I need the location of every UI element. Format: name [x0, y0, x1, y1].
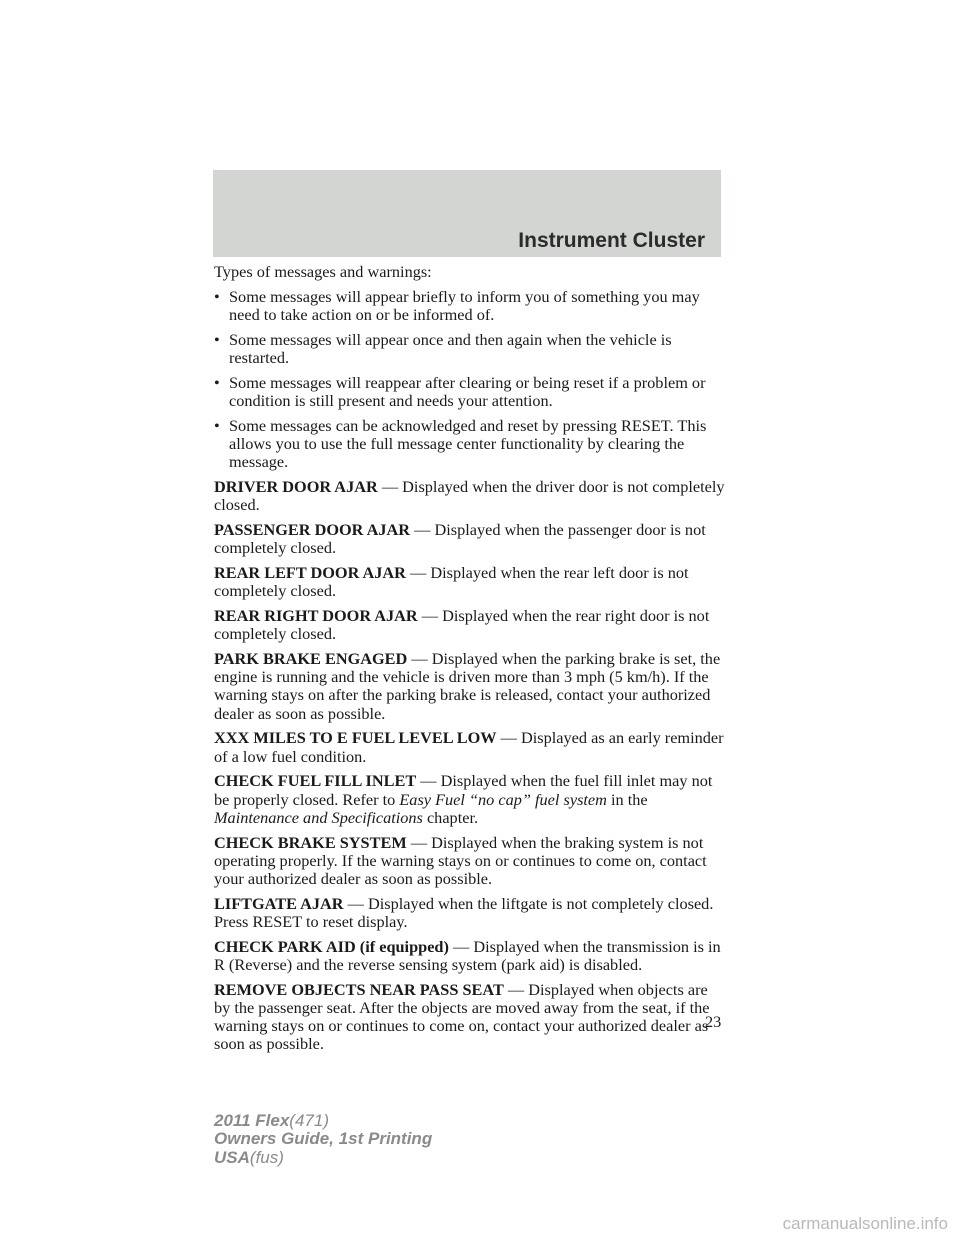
bullet-item: • Some messages can be acknowledged and reset by pressing RESET. This allows you to use the full message center functionality by clearing the message.	[214, 415, 707, 472]
page-content	[214, 263, 726, 1060]
bullet-icon: •	[214, 286, 220, 306]
footer-model-line	[214, 1112, 432, 1130]
section-title: Instrument Cluster	[518, 229, 705, 252]
message-passenger-door-ajar	[214, 521, 726, 557]
section-header-band	[213, 170, 721, 257]
footer-model-code: (471)	[289, 1111, 329, 1130]
message-description: — Displayed as an early reminder of a low fuel condition.	[214, 728, 724, 766]
bullet-list	[214, 288, 726, 472]
message-driver-door-ajar	[214, 478, 726, 514]
message-description: — Displayed when the braking system is not operating properly. If the warning stays on or continues to come on, contact your authorized dealer as soon as possible.	[214, 832, 707, 889]
bullet-item: • Some messages will appear once and then again when the vehicle is restarted.	[214, 329, 672, 367]
message-description: — Displayed when the rear left door is not completely closed.	[214, 563, 689, 601]
message-description: — Displayed when the liftgate is not completely closed. Press RESET to reset display.	[214, 893, 714, 932]
message-term: CHECK FUEL FILL INLET	[214, 771, 417, 791]
page-number: 23	[705, 1012, 722, 1031]
message-term: PARK BRAKE ENGAGED	[214, 649, 408, 668]
message-description-end: chapter.	[422, 807, 479, 827]
message-rear-right-door-ajar	[214, 607, 726, 643]
message-park-brake-engaged	[214, 650, 726, 723]
message-check-park-aid	[214, 938, 726, 974]
message-check-fuel-fill-inlet	[214, 772, 726, 827]
footer-guide-line	[214, 1130, 432, 1148]
message-term: REAR RIGHT DOOR AJAR	[214, 606, 418, 625]
message-term: LIFTGATE AJAR	[214, 893, 344, 913]
message-check-brake-system	[214, 834, 726, 889]
message-fuel-level-low	[214, 729, 726, 765]
message-term: PASSENGER DOOR AJAR	[214, 520, 411, 539]
print-footer	[214, 1112, 432, 1167]
bullet-icon: •	[214, 415, 220, 435]
footer-market-line	[214, 1149, 432, 1167]
message-term: DRIVER DOOR AJAR	[214, 477, 378, 496]
message-term: REAR LEFT DOOR AJAR	[214, 563, 406, 582]
watermark: carmanualsonline.info	[782, 1214, 948, 1233]
message-description-mid: in the	[606, 789, 648, 809]
message-description: — Displayed when the rear right door is not completely closed.	[214, 606, 710, 644]
message-rear-left-door-ajar	[214, 564, 726, 600]
message-liftgate-ajar	[214, 895, 726, 931]
bullet-item: • Some messages will reappear after clearing or being reset if a problem or condition is still present and needs your attention.	[214, 372, 706, 410]
intro-text: Types of messages and warnings:	[214, 262, 432, 281]
cross-reference-chapter: Maintenance and Specifications	[214, 807, 423, 827]
message-remove-objects	[214, 981, 726, 1054]
bullet-icon: •	[214, 372, 220, 392]
message-description: — Displayed when objects are by the passenger seat. After the objects are moved away from the seat, if the warning stays on or continues to come on, contact your authorized dealer as soon as possible.	[214, 979, 710, 1054]
footer-guide: Owners Guide, 1st Printing	[214, 1129, 433, 1149]
message-term: XXX MILES TO E FUEL LEVEL LOW	[214, 728, 497, 748]
message-description: — Displayed when the fuel fill inlet may not be properly closed. Refer to	[214, 771, 713, 809]
footer-model: 2011 Flex	[214, 1111, 290, 1130]
bullet-item: • Some messages will appear briefly to inform you of something you may need to take action on or be informed of.	[214, 286, 700, 324]
footer-market-code: (fus)	[249, 1147, 284, 1167]
message-description: — Displayed when the transmission is in R (Reverse) and the reverse sensing system (park aid) is disabled.	[214, 936, 721, 975]
footer-market: USA	[214, 1147, 250, 1167]
message-description: — Displayed when the parking brake is set, the engine is running and the vehicle is driven more than 3 mph (5 km/h). If the warning stays on after the parking brake is released, contact your authorized dealer as soon as possible.	[214, 649, 721, 723]
message-term: CHECK PARK AID (if equipped)	[214, 936, 449, 956]
cross-reference-easy-fuel: Easy Fuel “no cap” fuel system	[399, 789, 607, 809]
message-description: — Displayed when the driver door is not completely closed.	[214, 477, 725, 515]
message-term: CHECK BRAKE SYSTEM	[214, 832, 407, 852]
bullet-icon: •	[214, 329, 220, 349]
message-description: — Displayed when the passenger door is not completely closed.	[214, 520, 706, 558]
message-term: REMOVE OBJECTS NEAR PASS SEAT	[214, 979, 504, 999]
